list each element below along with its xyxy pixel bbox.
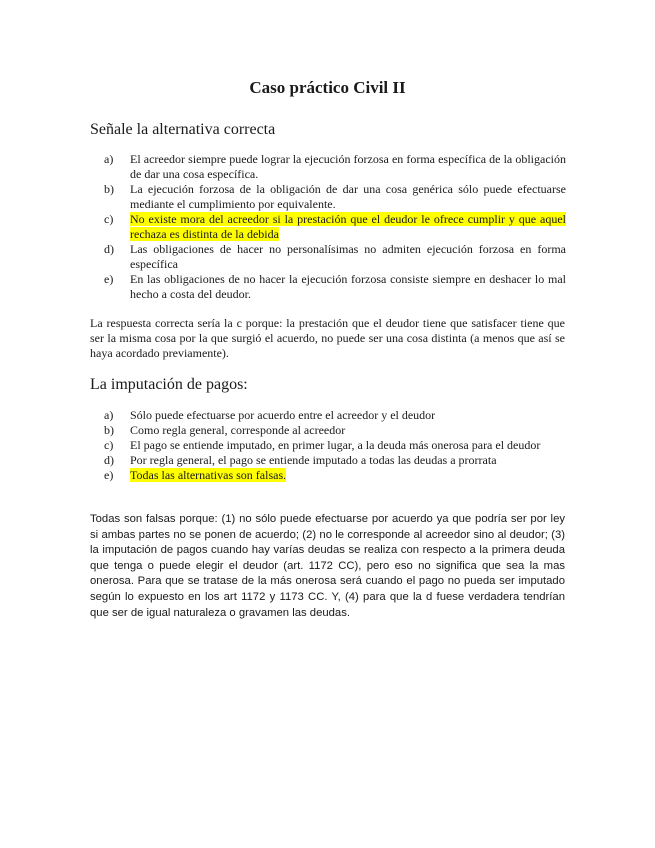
question1-heading: Señale la alternativa correcta xyxy=(90,121,276,138)
question2-options xyxy=(104,408,566,483)
option-letter: c) xyxy=(104,438,114,452)
question2-option-c xyxy=(104,438,566,453)
question1-answer: La respuesta correcta sería la c porque: la prestación que el deudor tiene que satisfacer tiene que ser la misma cosa por la que surgió el acuerdo, no puede ser una cosa distinta (a menos que así se haya acordado previamente). xyxy=(90,316,565,360)
option-letter: b) xyxy=(104,182,114,196)
option-text: La ejecución forzosa de la obligación de dar una cosa genérica sólo puede efectuarse mediante el cumplimiento por equivalente. xyxy=(130,182,566,211)
question1-option-b xyxy=(104,182,566,212)
question2-option-e xyxy=(104,468,566,483)
question2-option-a xyxy=(104,408,566,423)
question2-heading: La imputación de pagos: xyxy=(90,376,248,393)
question2-answer: Todas son falsas porque: (1) no sólo puede efectuarse por acuerdo ya que podría ser por ley si ambas partes no se ponen de acuerdo; (2) no le corresponde al acreedor sino al deudor; (3) la imputación de pagos cuando hay varías deudas se realiza con respecto a la primera deuda que tenga o puede elegir el deudor (art. 1172 CC), pero eso no significa que sea la mas onerosa. Para que se tratase de la más onerosa será cuando el pago no pueda ser imputado según lo expuesto en los art 1172 y 1173 CC. Y, (4) para que la d fuese verdadera tendrían que ser de igual naturaleza o gravamen las deudas. xyxy=(90,513,565,619)
option-letter: d) xyxy=(104,453,114,467)
question1-options xyxy=(104,152,566,302)
question2-option-b xyxy=(104,423,566,438)
option-letter: b) xyxy=(104,423,114,437)
question1-option-e xyxy=(104,272,566,302)
option-text: El acreedor siempre puede lograr la ejecución forzosa en forma específica de la obligación de dar una cosa específica. xyxy=(130,152,566,181)
option-letter: c) xyxy=(104,212,114,226)
option-letter: d) xyxy=(104,242,114,256)
option-text: Como regla general, corresponde al acreedor xyxy=(130,423,346,437)
document-title: Caso práctico Civil II xyxy=(249,78,406,97)
question2-option-d xyxy=(104,453,566,468)
option-text: En las obligaciones de no hacer la ejecución forzosa consiste siempre en deshacer lo mal hecho a costa del deudor. xyxy=(130,272,566,301)
option-letter: e) xyxy=(104,468,114,482)
option-letter: e) xyxy=(104,272,114,286)
option-text: Las obligaciones de hacer no personalísimas no admiten ejecución forzosa en forma específica xyxy=(130,242,566,271)
option-text: Por regla general, el pago se entiende imputado a todas las deudas a prorrata xyxy=(130,453,497,467)
option-text: Sólo puede efectuarse por acuerdo entre el acreedor y el deudor xyxy=(130,408,436,422)
highlighted-option-text: Todas las alternativas son falsas. xyxy=(130,468,287,482)
option-letter: a) xyxy=(104,408,114,422)
highlighted-option-text: No existe mora del acreedor si la prestación que el deudor le ofrece cumplir y que aquel rechaza es distinta de la debida xyxy=(130,212,566,241)
question1-option-d xyxy=(104,242,566,272)
question1-option-c xyxy=(104,212,566,242)
option-letter: a) xyxy=(104,152,114,166)
question1-option-a xyxy=(104,152,566,182)
option-text: El pago se entiende imputado, en primer lugar, a la deuda más onerosa para el deudor xyxy=(130,438,541,452)
